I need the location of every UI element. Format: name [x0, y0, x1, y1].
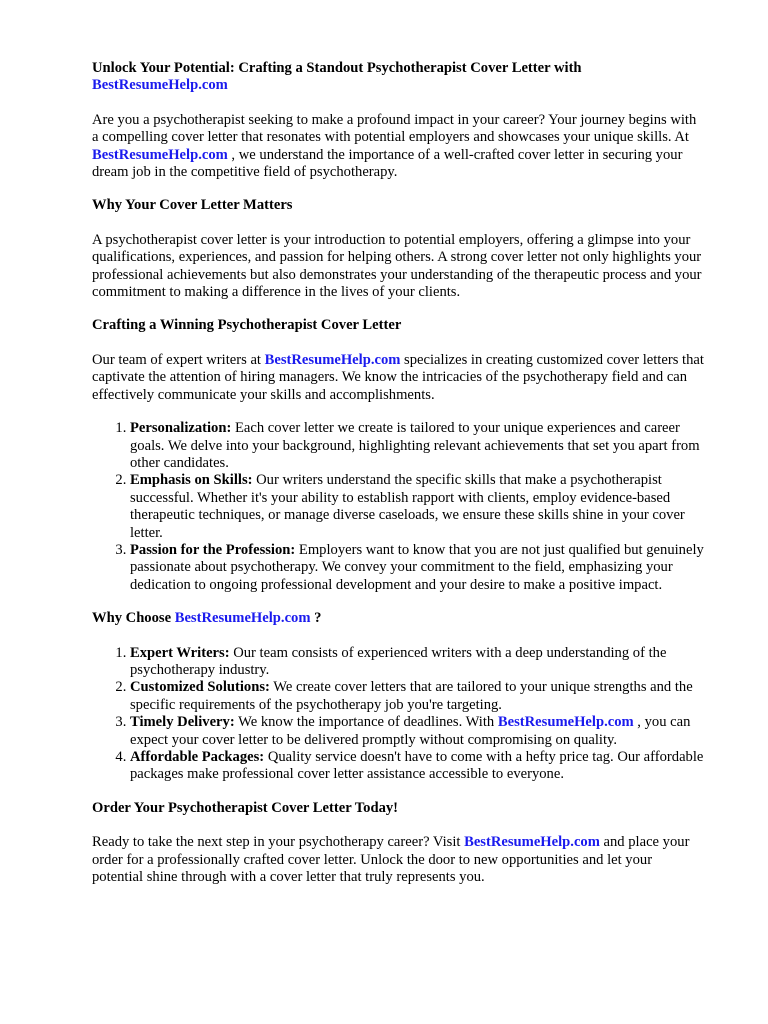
order-text-2: and place your order for a professionally crafted cover letter. Unlock the door to new opportunities and let your potential shine through with a cover letter that truly represents you. — [92, 834, 690, 886]
order-link[interactable]: BestResumeHelp.com — [464, 834, 600, 851]
intro-text-1: Are you a psychotherapist seeking to make a profound impact in your career? Your journey begins with a compelling cover letter that resonates with potential employers and showcases your unique skills. At — [92, 111, 697, 146]
why-matters-heading: Why Your Cover Letter Matters — [92, 197, 293, 214]
list-item-label: Affordable Packages: — [130, 749, 265, 765]
crafting-link[interactable]: BestResumeHelp.com — [264, 351, 401, 368]
why-choose-heading — [92, 610, 706, 627]
list-item — [130, 645, 706, 680]
order-heading: Order Your Psychotherapist Cover Letter Today! — [92, 799, 399, 816]
list-item-text: Our writers understand the specific skills that make a psychotherapist successful. Whether it's your ability to establish rapport with clients, employ evidence-based therapeutic techniques, or manage diverse caseloads, we ensure these skills shine in your cover letter. — [130, 472, 685, 541]
list-item-label: Personalization: — [130, 420, 232, 437]
crafting-heading: Crafting a Winning Psychotherapist Cover Letter — [92, 317, 402, 334]
list-item — [130, 472, 706, 542]
why-choose-heading-prefix: Why Choose — [92, 610, 175, 627]
list-item-label: Expert Writers: — [130, 644, 230, 661]
intro-link[interactable]: BestResumeHelp.com — [92, 146, 228, 163]
order-paragraph — [92, 834, 706, 886]
list-item-label: Timely Delivery: — [130, 714, 235, 731]
crafting-list — [92, 420, 706, 594]
crafting-text-2: specializes in creating customized cover letters that captivate the attention of hiring managers. We know the intricacies of the psychotherapy field and can effectively communicate your skills and accomplishments. — [92, 351, 704, 403]
why-matters-paragraph: A psychotherapist cover letter is your introduction to potential employers, offering a glimpse into your qualifications, experiences, and passion for helping others. A strong cover letter not only highlights your professional achievements but also demonstrates your understanding of the therapeutic process and your commitment to making a difference in the lives of your clients. — [92, 231, 702, 301]
list-item-text: Each cover letter we create is tailored to your unique experiences and career goals. We delve into your background, highlighting relevant achievements that set you apart from other candidates. — [130, 420, 700, 471]
crafting-paragraph — [92, 352, 706, 404]
document-content — [92, 60, 706, 886]
list-item-label: Emphasis on Skills: — [130, 472, 253, 489]
why-choose-heading-suffix: ? — [310, 610, 322, 627]
page-title-text: Unlock Your Potential: Crafting a Standout Psychotherapist Cover Letter with — [92, 60, 582, 76]
timely-delivery-link[interactable]: BestResumeHelp.com — [497, 714, 634, 731]
list-item-label: Customized Solutions: — [130, 679, 270, 696]
list-item-text: Quality service doesn't have to come with a hefty price tag. Our affordable packages make professional cover letter assistance accessible to everyone. — [130, 749, 704, 783]
crafting-text-1: Our team of expert writers at — [92, 351, 265, 368]
list-item — [130, 420, 706, 472]
why-choose-heading-link[interactable]: BestResumeHelp.com — [174, 610, 311, 627]
list-item — [130, 749, 706, 784]
order-text-1: Ready to take the next step in your psychotherapy career? Visit — [92, 834, 465, 851]
why-choose-list — [92, 645, 706, 784]
list-item-text: We create cover letters that are tailored to your unique strengths and the specific requirements of the psychotherapy job you're targeting. — [130, 679, 693, 713]
list-item — [130, 679, 706, 714]
list-item-text: Employers want to know that you are not just qualified but genuinely passionate about psychotherapy. We convey your commitment to the field, emphasizing your dedication to ongoing professional development and your desire to make a positive impact. — [130, 541, 704, 593]
list-item-text: , you can expect your cover letter to be delivered promptly without compromising on quality. — [130, 714, 691, 748]
list-item-label: Passion for the Profession: — [130, 541, 296, 558]
list-item — [130, 714, 706, 749]
intro-paragraph — [92, 112, 706, 182]
list-item-text: We know the importance of deadlines. With — [234, 714, 498, 731]
list-item — [130, 542, 706, 594]
page-title — [92, 60, 706, 95]
intro-text-2: , we understand the importance of a well-crafted cover letter in securing your dream job in the competitive field of psychotherapy. — [92, 146, 683, 181]
list-item-text: Our team consists of experienced writers with a deep understanding of the psychotherapy industry. — [130, 644, 667, 678]
title-link[interactable]: BestResumeHelp.com — [92, 77, 228, 94]
